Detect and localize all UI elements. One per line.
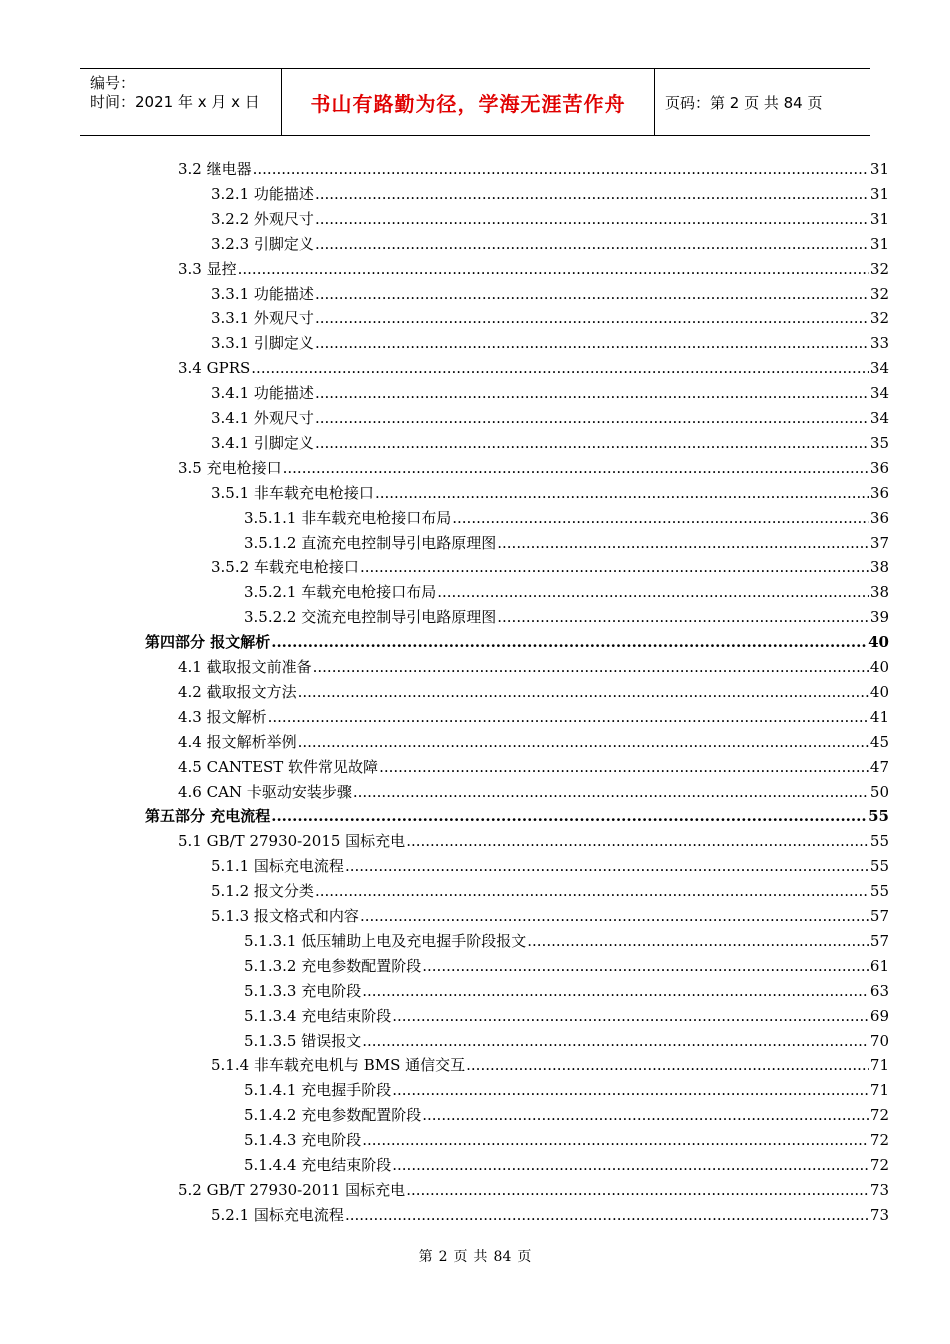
- toc-dot-leader: [360, 556, 869, 578]
- toc-entry-title: 5.1.3.1 低压辅助上电及充电握手阶段报文: [244, 931, 527, 950]
- toc-entry[interactable]: [178, 681, 889, 703]
- toc-entry-page: 71: [869, 1081, 889, 1100]
- toc-entry-title: 5.2.1 国标充电流程: [211, 1205, 344, 1224]
- toc-entry[interactable]: [211, 407, 889, 429]
- toc-dot-leader: [360, 905, 869, 927]
- number-label: 编号：: [90, 74, 136, 92]
- toc-dot-leader: [251, 357, 869, 379]
- toc-entry[interactable]: [145, 805, 889, 827]
- toc-entry-page: 45: [869, 732, 889, 751]
- toc-entry-page: 55: [869, 832, 889, 851]
- toc-entry-title: 3.4.1 引脚定义: [211, 433, 314, 452]
- toc-entry-title: 3.3.1 外观尺寸: [211, 309, 314, 328]
- toc-entry-page: 35: [869, 433, 889, 452]
- toc-entry-page: 31: [869, 160, 889, 178]
- toc-dot-leader: [379, 756, 869, 778]
- toc-entry-title: 3.2.2 外观尺寸: [211, 209, 314, 228]
- toc-dot-leader: [452, 507, 869, 529]
- toc-entry[interactable]: [244, 930, 889, 952]
- toc-entry[interactable]: [244, 532, 889, 554]
- toc-entry-page: 50: [869, 782, 889, 801]
- toc-entry-title: 3.5.2.1 车载充电枪接口布局: [244, 583, 437, 602]
- toc-entry[interactable]: [211, 905, 889, 927]
- toc-entry-page: 73: [869, 1205, 889, 1224]
- toc-entry[interactable]: [178, 656, 889, 678]
- toc-entry-page: 40: [868, 633, 889, 652]
- toc-entry-title: 3.5.1.2 直流充电控制导引电路原理图: [244, 533, 497, 552]
- toc-dot-leader: [315, 382, 869, 404]
- toc-entry-title: 5.1.3.2 充电参数配置阶段: [244, 956, 422, 975]
- toc-entry-page: 41: [869, 707, 889, 726]
- toc-entry-title: 3.5.1 非车载充电枪接口: [211, 483, 374, 502]
- page-header: [80, 68, 870, 136]
- toc-entry-title: 5.1.4.1 充电握手阶段: [244, 1081, 392, 1100]
- toc-entry-page: 38: [869, 583, 889, 602]
- toc-dot-leader: [268, 706, 869, 728]
- toc-entry-title: 5.1.1 国标充电流程: [211, 857, 344, 876]
- toc-dot-leader: [466, 1054, 869, 1076]
- toc-dot-leader: [497, 532, 869, 554]
- toc-dot-leader: [345, 1204, 869, 1226]
- toc-entry[interactable]: [244, 955, 889, 977]
- toc-entry-title: 5.2 GB/T 27930-2011 国标充电: [178, 1180, 406, 1199]
- toc-dot-leader: [345, 855, 869, 877]
- toc-entry-title: 4.3 报文解析: [178, 707, 267, 726]
- toc-entry[interactable]: [211, 556, 889, 578]
- toc-entry[interactable]: [244, 1030, 889, 1052]
- toc-dot-leader: [315, 332, 869, 354]
- toc-dot-leader: [298, 681, 869, 703]
- toc-entry-page: 32: [869, 259, 889, 278]
- toc-dot-leader: [375, 482, 869, 504]
- toc-entry[interactable]: [211, 855, 889, 877]
- toc-dot-leader: [253, 158, 869, 180]
- toc-dot-leader: [406, 1179, 869, 1201]
- toc-entry-page: 38: [869, 558, 889, 577]
- toc-entry-title: 3.2 继电器: [178, 160, 252, 178]
- toc-entry-title: 3.3 显控: [178, 259, 237, 278]
- toc-entry-page: 63: [869, 981, 889, 1000]
- toc-dot-leader: [313, 656, 869, 678]
- toc-entry-page: 70: [869, 1031, 889, 1050]
- toc-entry-title: 5.1.3.5 错误报文: [244, 1031, 362, 1050]
- header-page-cell: [655, 69, 870, 135]
- toc-entry-title: 4.4 报文解析举例: [178, 732, 297, 751]
- toc-entry[interactable]: [244, 1079, 889, 1101]
- toc-entry[interactable]: [211, 880, 889, 902]
- toc-entry[interactable]: [211, 183, 889, 205]
- toc-entry-title: 3.4.1 功能描述: [211, 384, 314, 403]
- header-meta-cell: [80, 69, 282, 135]
- toc-entry-title: 3.3.1 引脚定义: [211, 334, 314, 353]
- toc-entry[interactable]: [211, 1054, 889, 1076]
- toc-entry-title: 5.1.2 报文分类: [211, 882, 314, 901]
- toc-entry-title: 4.5 CANTEST 软件常见故障: [178, 757, 379, 776]
- toc-dot-leader: [315, 407, 869, 429]
- toc-dot-leader: [362, 1030, 869, 1052]
- toc-dot-leader: [315, 233, 869, 255]
- toc-entry[interactable]: [211, 432, 889, 454]
- toc-dot-leader: [527, 930, 869, 952]
- toc-entry[interactable]: [178, 258, 889, 280]
- toc-entry-page: 31: [869, 234, 889, 253]
- toc-entry[interactable]: [211, 1204, 889, 1226]
- toc-entry-title: 5.1.4.3 充电阶段: [244, 1131, 362, 1150]
- toc-entry[interactable]: [211, 482, 889, 504]
- toc-entry-page: 34: [869, 409, 889, 427]
- toc-entry[interactable]: [244, 606, 889, 628]
- toc-dot-leader: [298, 731, 869, 753]
- toc-entry-page: 71: [869, 1056, 889, 1075]
- toc-entry-page: 57: [869, 931, 889, 950]
- toc-entry-page: 31: [869, 209, 889, 228]
- toc-entry[interactable]: [211, 208, 889, 230]
- toc-entry-page: 34: [869, 359, 889, 378]
- toc-entry-page: 72: [869, 1156, 889, 1174]
- toc-entry[interactable]: [211, 307, 889, 329]
- toc-entry[interactable]: [244, 507, 889, 529]
- toc-entry-page: 69: [869, 1006, 889, 1025]
- toc-dot-leader: [353, 781, 869, 803]
- toc-entry[interactable]: [178, 830, 889, 852]
- toc-entry[interactable]: [244, 1154, 889, 1176]
- toc-dot-leader: [422, 1104, 869, 1126]
- toc-dot-leader: [315, 432, 869, 454]
- toc-entry-title: 4.1 截取报文前准备: [178, 658, 312, 676]
- toc-dot-leader: [271, 805, 867, 827]
- toc-entry-title: 3.5 充电枪接口: [178, 458, 282, 477]
- toc-entry[interactable]: [211, 233, 889, 255]
- toc-entry-page: 47: [869, 757, 889, 776]
- toc-dot-leader: [392, 1154, 869, 1176]
- toc-dot-leader: [422, 955, 869, 977]
- toc-entry[interactable]: [244, 1104, 889, 1126]
- toc-entry[interactable]: [211, 382, 889, 404]
- toc-entry-page: 34: [869, 384, 889, 403]
- toc-entry-title: 第四部分 报文解析: [145, 633, 271, 652]
- toc-dot-leader: [315, 307, 869, 329]
- toc-entry-title: 3.4 GPRS: [178, 359, 251, 378]
- toc-entry-title: 3.2.3 引脚定义: [211, 234, 314, 253]
- footer-page-label-mid: 页: [453, 1249, 468, 1265]
- toc-entry-page: 36: [869, 458, 889, 477]
- toc-entry[interactable]: [145, 631, 889, 653]
- toc-dot-leader: [362, 980, 869, 1002]
- toc-entry-page: 40: [869, 682, 889, 701]
- toc-entry-title: 5.1.3 报文格式和内容: [211, 907, 359, 925]
- toc-entry-title: 5.1.4.2 充电参数配置阶段: [244, 1106, 422, 1125]
- toc-entry-page: 55: [869, 882, 889, 901]
- toc-entry-title: 5.1.3.3 充电阶段: [244, 981, 362, 1000]
- toc-entry[interactable]: [178, 756, 889, 778]
- footer-page-number: 2: [438, 1249, 448, 1265]
- toc-entry-page: 73: [869, 1180, 889, 1199]
- toc-entry-title: 3.5.1.1 非车载充电枪接口布局: [244, 508, 452, 527]
- footer-total-pages: 84: [493, 1249, 512, 1265]
- toc-dot-leader: [406, 830, 869, 852]
- toc-dot-leader: [315, 283, 869, 305]
- toc-entry-title: 4.2 截取报文方法: [178, 682, 297, 701]
- toc-entry-title: 5.1.4.4 充电结束阶段: [244, 1156, 392, 1174]
- toc-entry-page: 33: [869, 334, 889, 353]
- toc-entry-title: 3.4.1 外观尺寸: [211, 409, 314, 427]
- toc-dot-leader: [437, 581, 869, 603]
- toc-dot-leader: [238, 258, 869, 280]
- footer-page-label-post: 页: [517, 1249, 532, 1265]
- toc-entry[interactable]: [244, 1129, 889, 1151]
- toc-entry[interactable]: [178, 706, 889, 728]
- toc-entry[interactable]: [244, 980, 889, 1002]
- toc-entry[interactable]: [211, 283, 889, 305]
- motto-text: 书山有路勤为径，学海无涯苦作舟: [310, 91, 626, 116]
- toc-entry[interactable]: [244, 581, 889, 603]
- toc-entry-page: 55: [869, 857, 889, 876]
- toc-entry-page: 55: [868, 807, 889, 826]
- toc-entry[interactable]: [178, 158, 889, 180]
- toc-entry-page: 31: [869, 184, 889, 203]
- toc-entry-title: 5.1 GB/T 27930-2015 国标充电: [178, 832, 406, 851]
- toc-entry[interactable]: [178, 1179, 889, 1201]
- toc-entry[interactable]: [178, 731, 889, 753]
- toc-dot-leader: [392, 1079, 869, 1101]
- header-motto-cell: [282, 69, 655, 135]
- toc-entry-page: 57: [869, 907, 889, 925]
- toc-dot-leader: [315, 880, 869, 902]
- toc-entry-page: 72: [869, 1131, 889, 1150]
- toc-entry-title: 4.6 CAN 卡驱动安装步骤: [178, 782, 352, 801]
- toc-entry-page: 39: [869, 608, 889, 627]
- toc-dot-leader: [315, 183, 869, 205]
- footer-page-label-pre: 第: [418, 1249, 433, 1265]
- toc-entry-page: 36: [869, 508, 889, 527]
- toc-entry[interactable]: [244, 1005, 889, 1027]
- toc-entry-page: 72: [869, 1106, 889, 1125]
- footer-total-label: 共: [473, 1249, 488, 1265]
- toc-entry-title: 5.1.3.4 充电结束阶段: [244, 1006, 392, 1025]
- toc-entry[interactable]: [178, 357, 889, 379]
- toc-entry[interactable]: [178, 781, 889, 803]
- toc-entry-page: 37: [869, 533, 889, 552]
- toc-dot-leader: [283, 457, 869, 479]
- time-label: 时间：2021 年 x 月 x 日: [90, 93, 260, 111]
- toc-dot-leader: [315, 208, 869, 230]
- toc-dot-leader: [392, 1005, 869, 1027]
- toc-entry-page: 61: [869, 956, 889, 975]
- toc-entry-title: 3.5.2.2 交流充电控制导引电路原理图: [244, 608, 497, 627]
- toc-entry-title: 3.3.1 功能描述: [211, 284, 314, 303]
- toc-dot-leader: [497, 606, 869, 628]
- toc-entry-title: 3.2.1 功能描述: [211, 184, 314, 203]
- page-info: 页码：第 2 页 共 84 页: [665, 93, 823, 112]
- toc-entry-title: 5.1.4 非车载充电机与 BMS 通信交互: [211, 1056, 466, 1075]
- toc-entry-title: 3.5.2 车载充电枪接口: [211, 558, 359, 577]
- toc-entry-page: 32: [869, 284, 889, 303]
- page-footer: [0, 1246, 950, 1266]
- toc-entry-page: 40: [869, 658, 889, 676]
- toc-entry-page: 36: [869, 483, 889, 502]
- toc-entry[interactable]: [178, 457, 889, 479]
- toc-entry[interactable]: [211, 332, 889, 354]
- toc-dot-leader: [362, 1129, 869, 1151]
- toc-entry-title: 第五部分 充电流程: [145, 807, 271, 826]
- toc-entry-page: 32: [869, 309, 889, 328]
- toc-dot-leader: [271, 631, 867, 653]
